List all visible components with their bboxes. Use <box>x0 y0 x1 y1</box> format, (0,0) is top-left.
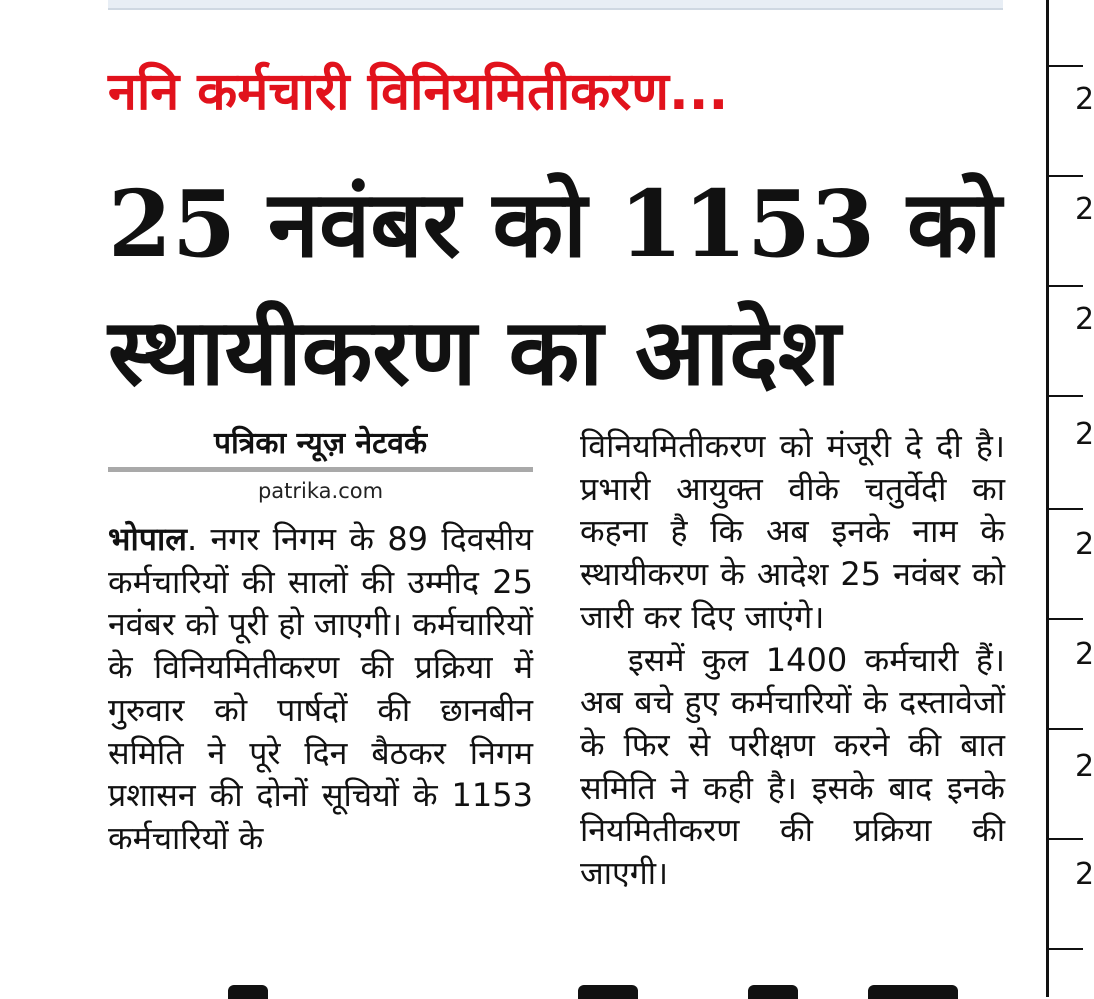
next-article-headline-fragment <box>108 985 1008 999</box>
adjacent-number: 2 <box>1075 857 1094 892</box>
adjacent-number: 2 <box>1075 527 1094 562</box>
adjacent-number: 2 <box>1075 82 1094 117</box>
source-website: patrika.com <box>257 479 384 503</box>
article-column-right <box>580 425 1005 895</box>
adjacent-number: 2 <box>1075 417 1094 452</box>
article-paragraph-3: इसमें कुल 1400 कर्मचारी हैं। अब बचे हुए कर्मचारियों के दस्तावेजों के फिर से परीक्षण करने की बात समिति ने कही है। इसके बाद इनके नियमितीकरण की प्रक्रिया की जाएगी। <box>580 640 1005 893</box>
kicker-heading: ननि कर्मचारी विनियमितीकरण... <box>108 62 729 122</box>
headline-line-2: स्थायीकरण का आदेश <box>108 298 841 406</box>
headline <box>108 160 1028 416</box>
previous-article-strip <box>108 0 1003 10</box>
adjacent-number: 2 <box>1075 192 1094 227</box>
byline: पत्रिका न्यूज़ नेटवर्क <box>213 426 428 461</box>
byline-divider <box>108 467 533 472</box>
adjacent-number: 2 <box>1075 302 1094 337</box>
article-text-left: . नगर निगम के 89 दिवसीय कर्मचारियों की सालों की उम्मीद 25 नवंबर को पूरी हो जाएगी। कर्मचारियों के विनियमितीकरण की प्रक्रिया में गुरुवार को पार्षदों की छानबीन समिति ने पूरे दिन बैठकर निगम प्रशासन की दोनों सूचियों के 1153 कर्मचारियों के <box>108 520 533 857</box>
adjacent-number: 2 <box>1075 749 1094 784</box>
adjacent-table-column <box>1046 0 1094 997</box>
article-paragraph-1 <box>108 518 533 860</box>
article-paragraph-2: विनियमितीकरण को मंजूरी दे दी है। प्रभारी आयुक्त वीके चतुर्वेदी का कहना है कि अब इनके नाम के स्थायीकरण के आदेश 25 नवंबर को जारी कर दिए जाएंगे। <box>580 427 1005 636</box>
article-column-left <box>108 518 533 860</box>
headline-line-1: 25 नवंबर को 1153 को <box>108 170 1002 278</box>
adjacent-number: 2 <box>1075 637 1094 672</box>
dateline: भोपाल <box>108 520 187 558</box>
